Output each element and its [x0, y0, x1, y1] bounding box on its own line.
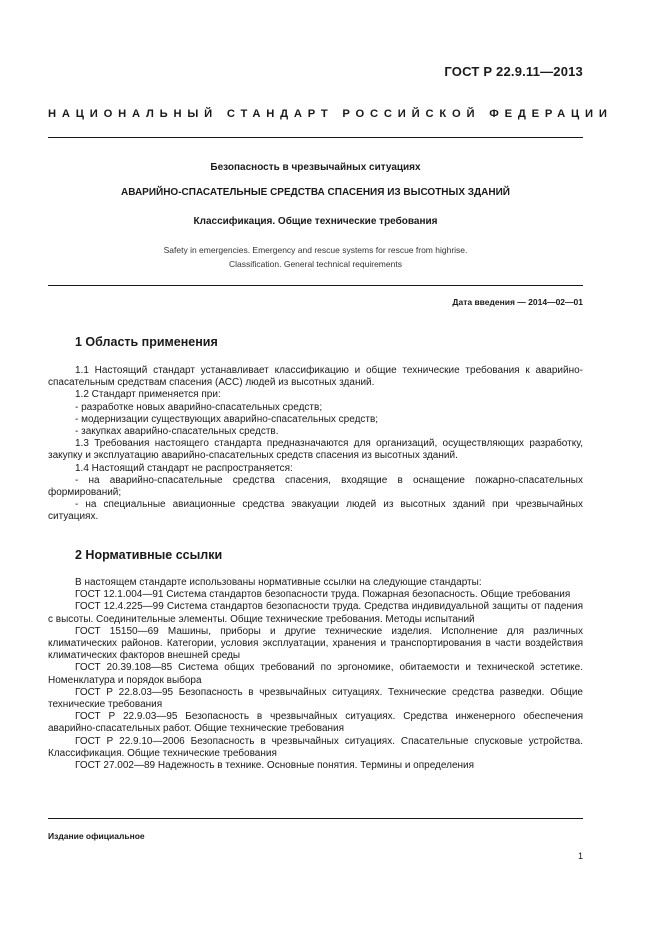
paragraph: - разработке новых аварийно-спасательных средств; [75, 401, 323, 413]
introduction-date: Дата введения — 2014—02—01 [452, 297, 583, 307]
footer-divider [48, 818, 583, 819]
official-edition-label: Издание официальное [48, 831, 145, 841]
paragraph: ГОСТ 15150—69 Машины, приборы и другие технические изделия. Исполнение для различных климатических районов. Категории, условия эксплуатации, хранения и транспортирования в части воздействия климатических факторов внешней среды [48, 625, 583, 662]
paragraph: ГОСТ Р 22.9.03—95 Безопасность в чрезвычайных ситуациях. Средства инженерного обеспечения аварийно-спасательных работ. Общие технические требования [48, 711, 583, 735]
section-1-title: 1 Область применения [75, 335, 218, 349]
category-title: Безопасность в чрезвычайных ситуациях [210, 162, 421, 173]
header-divider [48, 137, 583, 138]
paragraph: ГОСТ 20.39.108—85 Система общих требований по эргономике, обитаемости и технической эстетике. Номенклатура и порядок выбора [48, 662, 583, 686]
paragraph: 1.2 Стандарт применяется при: [75, 389, 221, 401]
paragraph: 1.1 Настоящий стандарт устанавливает классификацию и общие технические требования к аварийно-спасательным средствам спасения (АСС) людей из высотных зданий. [48, 365, 583, 389]
paragraph: В настоящем стандарте использованы нормативные ссылки на следующие стандарты: [75, 577, 482, 588]
paragraph: ГОСТ 12.1.004—91 Система стандартов безопасности труда. Пожарная безопасность. Общие требования [75, 589, 571, 601]
paragraph: - модернизации существующих аварийно-спасательных средств; [75, 413, 379, 425]
sub-title: Классификация. Общие технические требования [193, 216, 438, 227]
english-title-line-1: Safety in emergencies. Emergency and rescue systems for rescue from highrise. [163, 245, 468, 255]
document-number: ГОСТ Р 22.9.11—2013 [444, 64, 583, 79]
paragraph: - на аварийно-спасательные средства спасения, входящие в оснащение пожарно-спасательных формирований; [48, 474, 583, 499]
page-number: 1 [577, 851, 583, 861]
section-2-title: 2 Нормативные ссылки [75, 548, 223, 562]
paragraph: 1.4 Настоящий стандарт не распространяется: [75, 462, 293, 474]
national-standard-heading: НАЦИОНАЛЬНЫЙ СТАНДАРТ РОССИЙСКОЙ ФЕДЕРАЦИИ [48, 108, 613, 120]
paragraph: ГОСТ Р 22.8.03—95 Безопасность в чрезвычайных ситуациях. Технические средства разведки. Общие технические требования [48, 686, 583, 711]
paragraph: - на специальные авиационные средства эвакуации людей из высотных зданий при чрезвычайных ситуациях. [48, 499, 583, 523]
section-2-body [48, 577, 583, 772]
main-title: АВАРИЙНО-СПАСАТЕЛЬНЫЕ СРЕДСТВА СПАСЕНИЯ ИЗ ВЫСОТНЫХ ЗДАНИЙ [121, 187, 510, 198]
section-1-body [48, 365, 583, 524]
title-divider [48, 285, 583, 286]
paragraph: 1.3 Требования настоящего стандарта предназначаются для организаций, осуществляющих разработку, закупку и эксплуатацию аварийно-спасательных средств спасения из высотных зданий. [48, 438, 583, 462]
paragraph: - закупках аварийно-спасательных средств. [75, 426, 279, 438]
english-title-line-2: Classification. General technical requirements [229, 259, 402, 269]
paragraph: ГОСТ 12.4.225—99 Система стандартов безопасности труда. Средства индивидуальной защиты от падения с высоты. Соединительные элементы. Общие технические требования. Методы испытаний [48, 601, 583, 625]
paragraph: ГОСТ 27.002—89 Надежность в технике. Основные понятия. Термины и определения [75, 760, 475, 772]
paragraph: ГОСТ Р 22.9.10—2006 Безопасность в чрезвычайных ситуациях. Спасательные спусковые устройства. Классификация. Общие технические требования [48, 735, 583, 759]
